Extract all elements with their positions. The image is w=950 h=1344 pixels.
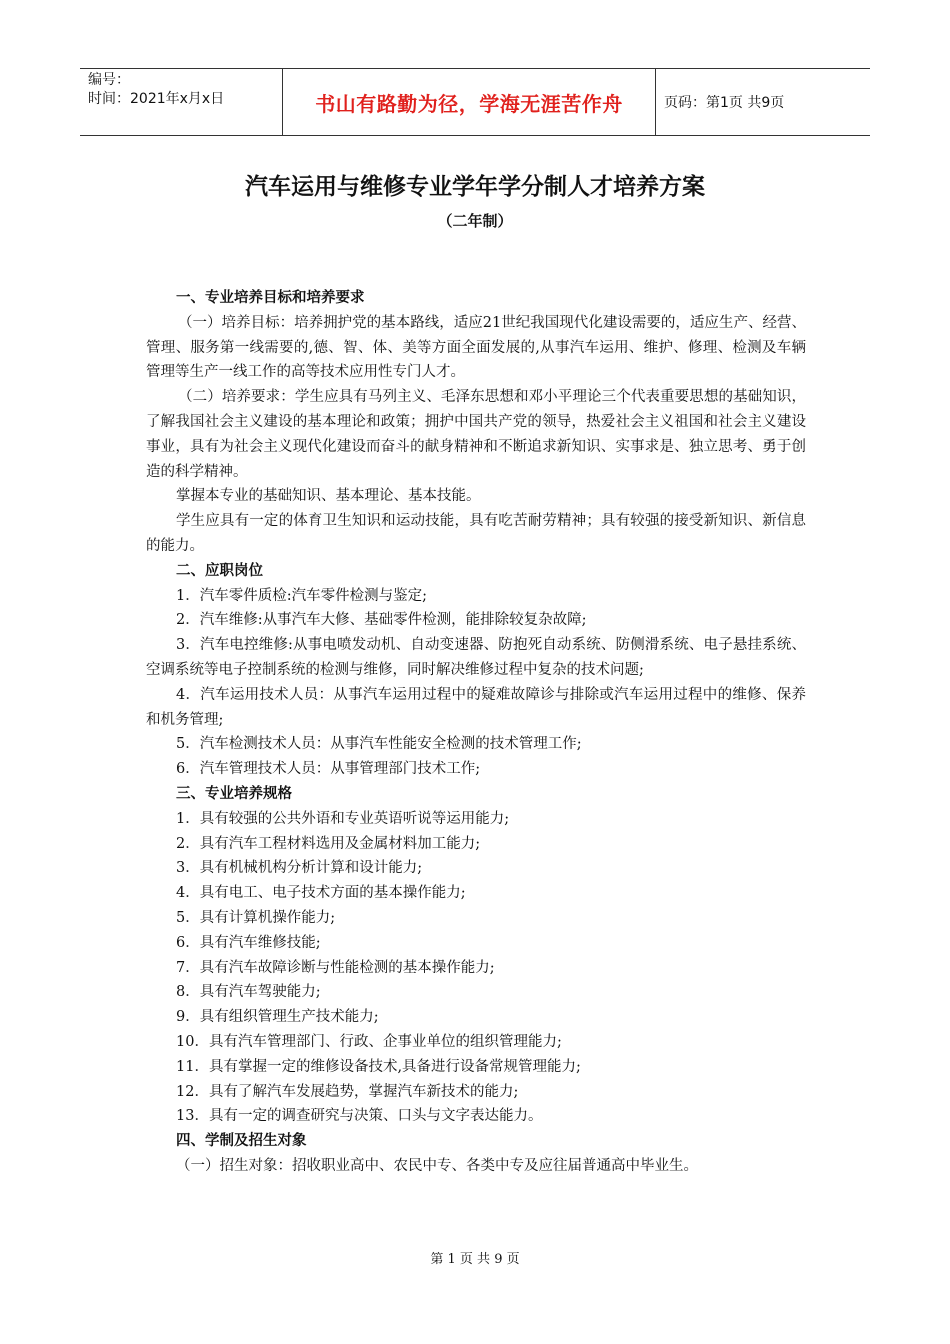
time-label: 时间：2021年x月x日 [88,91,225,107]
section-2-item: 5．汽车检测技术人员：从事汽车性能安全检测的技术管理工作; [176,736,582,753]
section-3-item: 1．具有较强的公共外语和专业英语听说等运用能力; [176,810,510,827]
page-info: 页码：第1页 共9页 [664,95,785,111]
header-motto-cell [283,69,656,135]
section-2-heading: 二、应职岗位 [176,562,263,579]
section-1-paragraph-3: 掌握本专业的基础知识、基本理论、基本技能。 [176,488,481,505]
section-3-item: 11．具有掌握一定的维修设备技术,具备进行设备常规管理能力; [176,1058,581,1075]
section-3-item: 2．具有汽车工程材料选用及金属材料加工能力; [176,835,481,852]
document-subtitle: （二年制） [437,212,513,230]
section-3-item: 4．具有电工、电子技术方面的基本操作能力; [176,885,466,902]
section-3-item: 10．具有汽车管理部门、行政、企事业单位的组织管理能力; [176,1033,562,1050]
section-1-heading: 一、专业培养目标和培养要求 [176,290,365,306]
motto: 书山有路勤为径，学海无涯苦作舟 [315,91,623,116]
section-1-paragraph-2: （二）培养要求：学生应具有马列主义、毛泽东思想和邓小平理论三个代表重要思想的基础知识，了解我国社会主义建设的基本理论和政策；拥护中国共产党的领导，热爱社会主义祖国和社会主义建设事业，具有为社会主义现代化建设而奋斗的献身精神和不断追求新知识、实事求是、独立思考、勇于创造的科学精神。 [146,389,806,480]
section-3-item: 3．具有机械机构分析计算和设计能力; [176,860,423,877]
section-4-paragraph-1: （一）招生对象：招收职业高中、农民中专、各类中专及应往届普通高中毕业生。 [176,1157,698,1174]
section-1-paragraph-1: （一）培养目标：培养拥护党的基本路线，适应21世纪我国现代化建设需要的，适应生产、经营、管理、服务第一线需要的,德、智、体、美等方面全面发展的,从事汽车运用、维护、修理、检测及车辆管理等生产一线工作的高等技术应用性专门人才。 [146,314,806,381]
section-3-heading: 三、专业培养规格 [176,785,292,802]
page-footer: 第 1 页 共 9 页 [430,1252,520,1267]
section-1-paragraph-4: 学生应具有一定的体育卫生知识和运动技能，具有吃苦耐劳精神；具有较强的接受新知识、新信息的能力。 [146,513,806,554]
section-3-item: 9．具有组织管理生产技术能力; [176,1009,379,1026]
header-meta-cell [80,69,283,135]
header-table [80,68,870,136]
section-4-heading: 四、学制及招生对象 [176,1133,307,1150]
section-3-item: 6．具有汽车维修技能; [176,934,321,951]
section-3-item: 13．具有一定的调查研究与决策、口头与文字表达能力。 [176,1108,543,1125]
header-page-cell [656,69,870,135]
section-2-item: 2．汽车维修:从事汽车大修、基础零件检测，能排除较复杂故障; [176,612,587,629]
section-2-item: 1．汽车零件质检:汽车零件检测与鉴定; [176,587,427,604]
document-body [146,286,806,1179]
section-2-item: 4．汽车运用技术人员：从事汽车运用过程中的疑难故障诊与排除或汽车运用过程中的维修、保养和机务管理; [146,686,806,728]
section-3-item: 8．具有汽车驾驶能力; [176,984,321,1001]
section-2-item: 3．汽车电控维修:从事电喷发动机、自动变速器、防抱死自动系统、防侧滑系统、电子悬挂系统、空调系统等电子控制系统的检测与维修，同时解决维修过程中复杂的技术问题; [146,637,806,678]
number-label: 编号： [88,72,130,88]
section-2-item: 6．汽车管理技术人员：从事管理部门技术工作; [176,761,481,778]
section-3-item: 5．具有计算机操作能力; [176,909,336,926]
section-3-item: 7．具有汽车故障诊断与性能检测的基本操作能力; [176,959,495,976]
document-title: 汽车运用与维修专业学年学分制人才培养方案 [245,174,705,200]
section-3-item: 12．具有了解汽车发展趋势，掌握汽车新技术的能力; [176,1083,519,1100]
